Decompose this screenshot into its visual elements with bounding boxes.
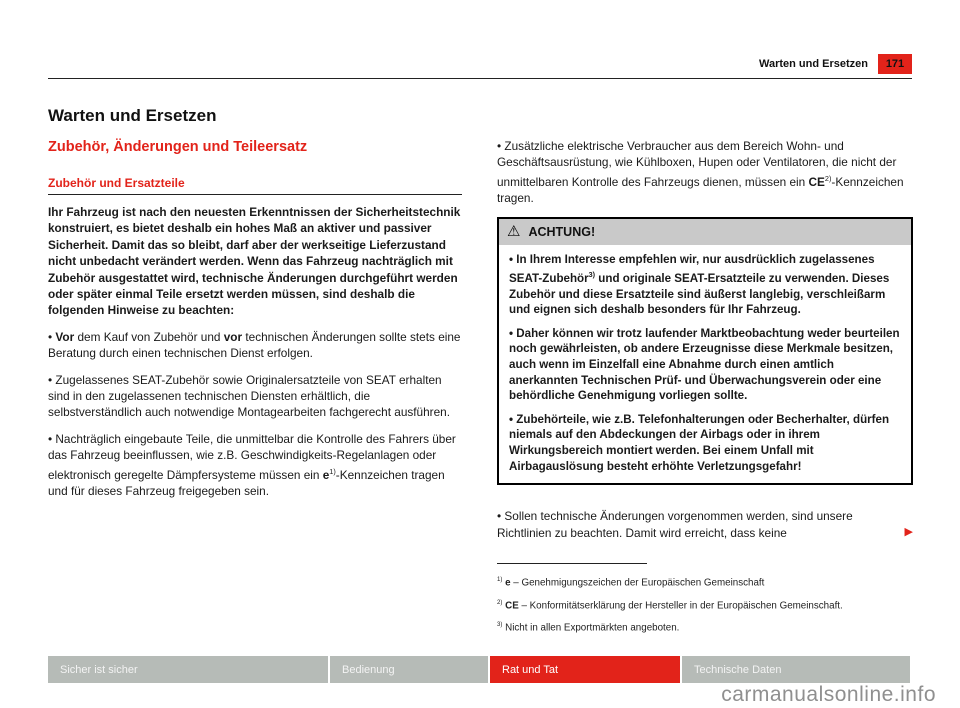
footer-tab-rat-und-tat: Rat und Tat [490, 656, 680, 683]
article-title: Warten und Ersetzen [48, 106, 217, 125]
footnote-separator [497, 563, 647, 564]
section-heading: Zubehör und Ersatzteile [48, 176, 462, 195]
footnote-e-mark: $^{1)}$ e – Genehmigungszeichen der Europäischen Gemeinschaft [497, 576, 765, 589]
header-section-title: Warten und Ersetzen [759, 58, 868, 70]
bullet-advice-consultation: • Vor dem Kauf von Zubehör und vor technischen Änderungen sollte stets eine Beratung durch einen technischen Dienst erfolgen. [48, 329, 461, 361]
warning-body [499, 245, 911, 484]
left-column [48, 106, 462, 509]
closing-paragraph [497, 508, 913, 541]
bullet-approved-accessories: • Zugelassenes SEAT-Zubehör sowie Originalersatzteile von SEAT erhalten sind in den zugelassenen technischen Diensten erhältlich, die selbstverständlich auch notwendige Montagearbeiten fachgerecht ausführen. [48, 372, 451, 420]
warning-bullet-airbag-covers: • Zubehörteile, wie z.B. Telefonhalterungen oder Becherhalter, dürfen niemals auf den Abdeckungen der Airbags oder in ihrem Wirkungsbereich montiert werden. Bei einem Unfall mit Airbagauslösung besteht erhöhte Verletzungsgefahr! [509, 412, 890, 473]
footnote-export-markets: $^{3)}$ Nicht in allen Exportmärkten angeboten. [497, 622, 680, 634]
intro-paragraph: Ihr Fahrzeug ist nach den neuesten Erkenntnissen der Sicherheitstechnik konstruiert, es bietet deshalb ein hohes Maß an aktiver und passiver Sicherheit. Damit das so bleibt, darf aber der werkseitige Lieferzustand nicht unbedacht verändert werden. Wenn das Fahrzeug nachträglich mit Zubehör ausgestattet wird, technische Änderungen durchgeführt werden oder später einmal Teile ersetzt werden müssen, sind deshalb die folgenden Hinweise zu beachten: [48, 205, 461, 318]
footer-tab-bedienung: Bedienung [330, 656, 488, 683]
page-number-badge: 171 [878, 54, 912, 74]
warning-bullet-seat-accessories: • In Ihrem Interesse empfehlen wir, nur ausdrücklich zugelassenes SEAT-Zubehör$^{3)}$ und originale SEAT-Ersatzteile zu verwenden. Dieses Zubehör und diese Ersatzteile sind äußerst langlebig, verschleißarm und eignen sich deshalb besonders für Ihr Fahrzeug. [509, 252, 890, 317]
footer-nav [48, 656, 912, 683]
closing-text: • Sollen technische Änderungen vorgenommen werden, sind unsere Richtlinien zu beachten. Damit wird erreicht, dass keine [497, 509, 853, 540]
continue-arrow-icon: ▶ [904, 525, 913, 538]
chapter-heading: Zubehör, Änderungen und Teileersatz [48, 139, 308, 155]
footer-tab-technische-daten: Technische Daten [682, 656, 910, 683]
footnote-ce-mark: $^{2)}$ CE – Konformitätserklärung der Hersteller in der Europäischen Gemeinschaft. [497, 599, 843, 611]
bullet-electrical-consumers: • Zusätzliche elektrische Verbraucher aus dem Bereich Wohn- und Geschäftsausrüstung, wie Kühlboxen, Hupen oder Ventilatoren, die nicht der unmittelbaren Kontrolle des Fahrzeugs dienen, müssen ein CE$^{2)}$-Kennzeichen tragen. [497, 139, 904, 206]
bullet-retrofitted-parts: • Nachträglich eingebaute Teile, die unmittelbar die Kontrolle des Fahrers über das Fahrzeug beeinflussen, wie z.B. Geschwindigkeits-Regelanlagen oder elektronisch geregelte Dämpfersysteme müssen ein $e^{1)}$-Kennzeichen tragen und für dieses Fahrzeug freigegeben sein. [48, 431, 456, 499]
header-rule [48, 78, 912, 79]
warning-bullet-other-products: • Daher können wir trotz laufender Marktbeobachtung weder beurteilen noch gewährleisten, ob andere Erzeugnisse diese Merkmale besitzen, auch wenn im Einzelfall eine Abnahme durch einen amtlich anerkannten Technischen Prüf- und Überwachungsverein oder eine behördliche Genehmigung vorliegen sollte. [509, 326, 900, 403]
warning-box [497, 217, 913, 486]
right-column [497, 138, 913, 642]
warning-triangle-icon: ⚠ [507, 223, 521, 241]
footer-tab-sicher-ist-sicher: Sicher ist sicher [48, 656, 328, 683]
watermark: carmanualsonline.info [721, 683, 936, 706]
warning-title: ACHTUNG! [528, 224, 596, 239]
page-header [759, 54, 912, 74]
warning-header [499, 219, 911, 245]
